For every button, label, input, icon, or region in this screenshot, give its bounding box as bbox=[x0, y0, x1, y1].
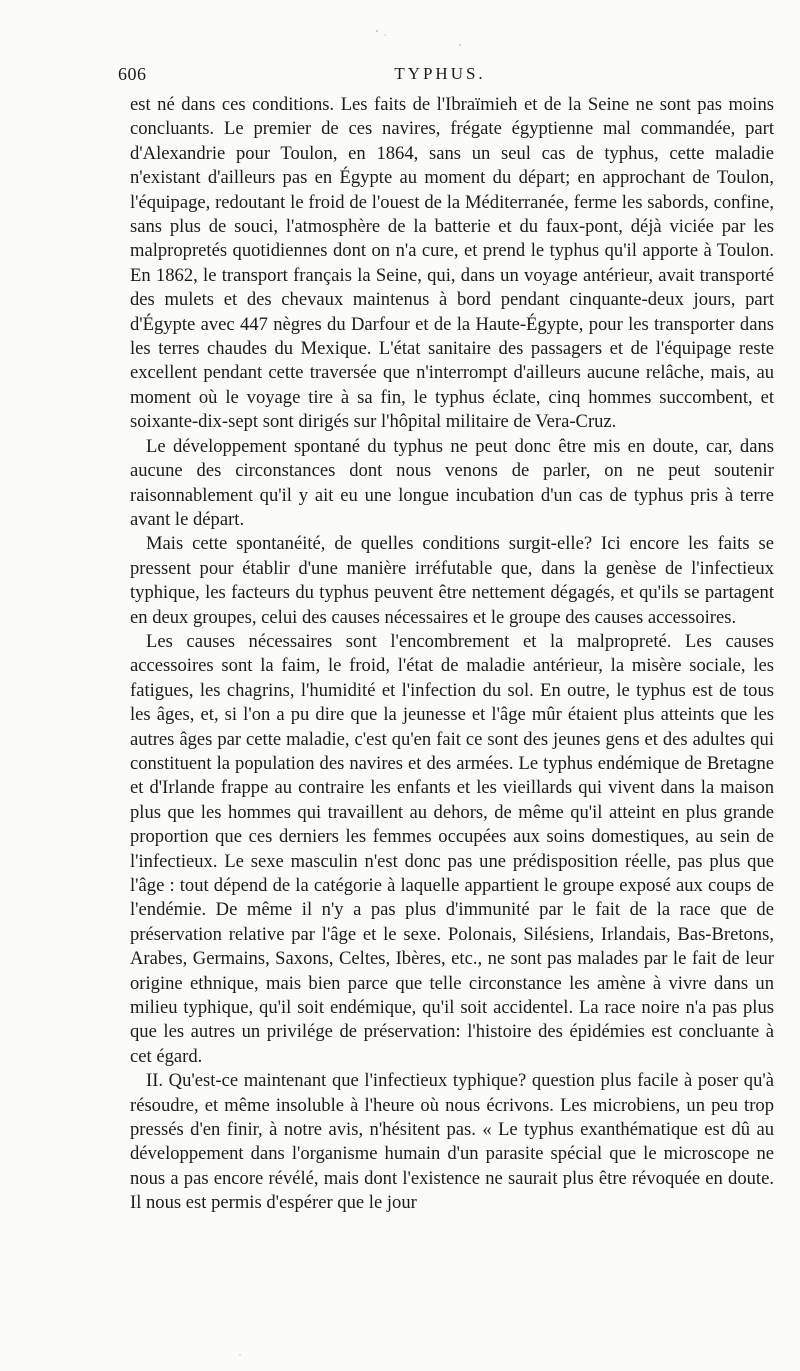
body-text bbox=[130, 93, 774, 1216]
paragraph-section-ii: II. Qu'est-ce maintenant que l'infectieux typhique? question plus facile à poser qu'à résoudre, et même insoluble à l'heure où nous écrivons. Les microbiens, un peu trop pressés d'en finir, à notre avis, n'hésitent pas. « Le typhus exanthématique est dû au développement dans l'organisme humain d'un parasite spécial que le microscope ne nous a pas encore révélé, mais dont l'existence ne saurait plus être révoquée en doute. Il nous est permis d'espérer que le jour bbox=[130, 1070, 774, 1214]
paragraph-causes: Les causes nécessaires sont l'encombrement et la malpropreté. Les causes accessoires sont la faim, le froid, l'état de maladie antérieur, la misère sociale, les fatigues, les chagrins, l'humidité et l'infection du sol. En outre, le typhus est de tous les âges, et, si l'on a pu dire que la jeunesse et l'âge mûr étaient plus atteints que les autres âges par cette maladie, c'est qu'en fait ce sont des jeunes gens et des adultes qui constituent la population des navires et des armées. Le typhus endémique de Bretagne et d'Irlande frappe au contraire les enfants et les vieillards qui vivent dans la maison plus que les hommes qui travaillent au dehors, de même qu'il atteint en plus grande proportion que ces derniers les femmes occupées aux soins domestiques, au sein de l'infectieux. Le sexe masculin n'est donc pas une prédisposition réelle, pas plus que l'âge : tout dépend de la catégorie à laquelle appartient le groupe exposé aux coups de l'endémie. De même il n'y a pas plus d'immunité par le fait de la race que de préservation relative par l'âge et le sexe. Polonais, Silésiens, Irlandais, Bas-Bretons, Arabes, Germains, Saxons, Celtes, Ibères, etc., ne sont pas malades par le fait de leur origine ethnique, mais bien parce que telle circonstance les amène à vivre dans un milieu typhique, qu'il soit endémique, qu'il soit accidentel. La race noire n'a pas plus que les autres un privilége de préservation: l'histoire des épidémies est concluante à cet égard. bbox=[130, 630, 774, 1067]
paragraph-conditions: Mais cette spontanéité, de quelles conditions surgit-elle? Ici encore les faits se pressent pour établir d'une manière irréfutable que, dans la genèse de l'infectieux typhique, les facteurs du typhus peuvent être nettement dégagés, et qu'ils se partagent en deux groupes, celui des causes nécessaires et le groupe des causes accessoires. bbox=[130, 533, 774, 628]
page-number: 606 bbox=[118, 64, 147, 84]
paragraph-continuation: est né dans ces conditions. Les faits de l'Ibraïmieh et de la Seine ne sont pas moins concluants. Le premier de ces navires, frégate égyptienne mal commandée, part d'Alexandrie pour Toulon, en 1864, sans un seul cas de typhus, cette maladie n'existant d'ailleurs pas en Égypte au moment du départ; en approchant de Toulon, l'équipage, redoutant le froid de l'ouest de la Méditerranée, ferme les sabords, confine, sans plus de souci, l'atmosphère de la batterie et du faux-pont, déjà viciée par les malpropretés quotidiennes dont on n'a cure, et prend le typhus qu'il apporte à Toulon. En 1862, le transport français la Seine, qui, dans un voyage antérieur, avait transporté des mulets et des chevaux maintenus à bord pendant cinquante-deux jours, part d'Égypte avec 447 nègres du Darfour et de la Haute-Égypte, pour les transporter dans les terres chaudes du Mexique. L'état sanitaire des passagers et de l'équipage reste excellent pendant cette traversée que n'interrompt d'ailleurs aucune relâche, mais, au moment où le voyage tire à sa fin, le typhus éclate, cinq hommes succombent, et soixante-dix-sept sont dirigés sur l'hôpital militaire de Vera-Cruz. bbox=[130, 94, 774, 433]
running-title: TYPHUS. bbox=[394, 64, 486, 83]
page-header bbox=[118, 64, 762, 88]
paragraph-spontaneous-development: Le développement spontané du typhus ne peut donc être mis en doute, car, dans aucune des circonstances dont nous venons de parler, on ne peut soutenir raisonnablement qu'il y ait eu une longue incubation d'un cas de typhus pris à terre avant le départ. bbox=[130, 435, 774, 530]
